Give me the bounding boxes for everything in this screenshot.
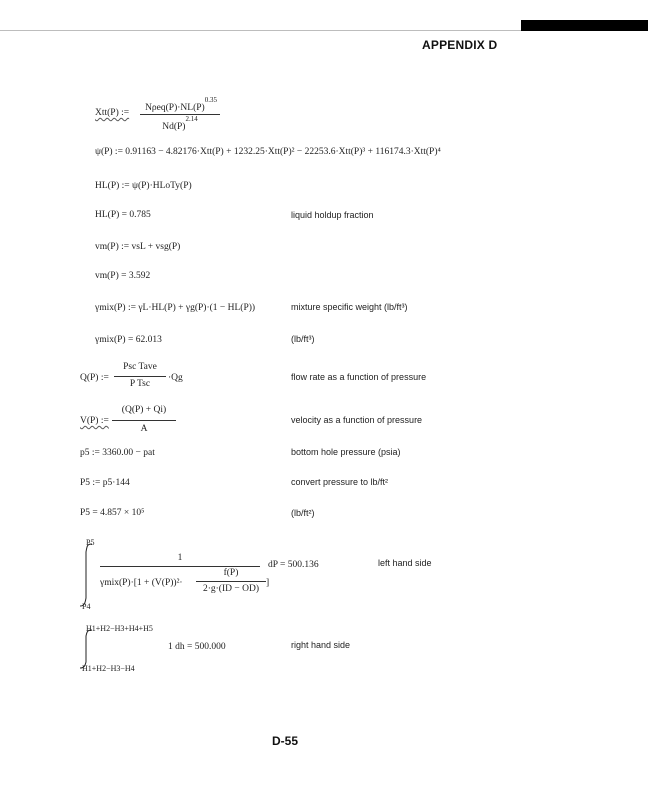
xtt-num-exp: 0.35 [204,96,217,104]
p5-units: (lb/ft²) [291,508,315,518]
int2-lower: H1+H2−H3−H4 [82,664,135,673]
q-denominator: P Tsc [129,379,151,389]
xtt-denominator [140,115,220,133]
int1-upper: P5 [86,538,95,547]
int1-den-a: γmix(P)·[1 + (V(P))²· [100,578,183,588]
appendix-label: APPENDIX D [422,38,498,52]
gmix-units: (lb/ft³) [291,334,315,344]
xtt-fraction-bar [140,114,220,115]
p5-conversion: P5 := p5·144 [80,478,130,488]
gmix-value: γmix(P) = 62.013 [95,335,162,345]
xtt-den-exp: 2.14 [185,115,198,123]
int2-body: 1 dh = 500.000 [168,642,226,652]
v-fraction-bar [112,420,176,421]
xtt-numerator [140,96,222,114]
q-fraction-bar [114,376,166,377]
v-note: velocity as a function of pressure [291,415,423,425]
int1-lower: P4 [82,602,91,611]
q-note: flow rate as a function of pressure [291,372,427,382]
int1-numerator: 1 [177,553,183,563]
q-tail: ·Qg [168,373,183,383]
int2-note: right hand side [291,640,351,650]
xtt-den-text: Nd(P) [162,122,186,133]
p5conv-note: convert pressure to lb/ft² [291,477,389,487]
gmix-definition: γmix(P) := γL·HL(P) + γg(P)·(1 − HL(P)) [95,303,256,313]
p5-note: bottom hole pressure (psia) [291,447,401,457]
xtt-lhs: Xtt(P) := [95,108,130,118]
int1-f-den: 2·g·(ID − OD) [202,584,259,594]
p5-definition: p5 := 3360.00 − pat [80,448,155,458]
int1-fraction-bar [100,566,260,567]
v-denominator: A [140,424,148,434]
q-numerator: Psc Tave [123,362,157,372]
v-numerator: (Q(P) + Qi) [121,405,167,415]
int2-upper: H1+H2−H3+H4+H5 [86,624,153,633]
p5-value: P5 = 4.857 × 10⁵ [80,508,145,518]
vm-definition: vm(P) := vsL + vsg(P) [95,242,181,252]
psi-equation: ψ(P) := 0.91163 − 4.82176·Xtt(P) + 1232.25·Xtt(P)² − 22253.6·Xtt(P)³ + 116174.3·Xtt(P)⁴ [95,147,441,157]
hl-definition: HL(P) := ψ(P)·HLoTy(P) [95,181,192,191]
q-lhs: Q(P) := [80,373,109,383]
int1-note: left hand side [378,558,432,568]
hl-value: HL(P) = 0.785 [95,210,151,220]
hl-note: liquid holdup fraction [291,210,374,220]
int1-den-b: ] [266,578,270,588]
gmix-note: mixture specific weight (lb/ft³) [291,302,408,312]
page-number: D-55 [272,734,299,748]
vm-value: vm(P) = 3.592 [95,271,151,281]
integral-sign-1 [78,540,98,610]
xtt-num-text: Nρeq(P)·NL(P) [145,103,205,114]
int1-f-bar [196,581,266,582]
header-bar [521,20,648,31]
v-lhs: V(P) := [80,416,109,426]
int1-f-num: f(P) [223,568,239,578]
int1-result: dP = 500.136 [268,560,319,570]
